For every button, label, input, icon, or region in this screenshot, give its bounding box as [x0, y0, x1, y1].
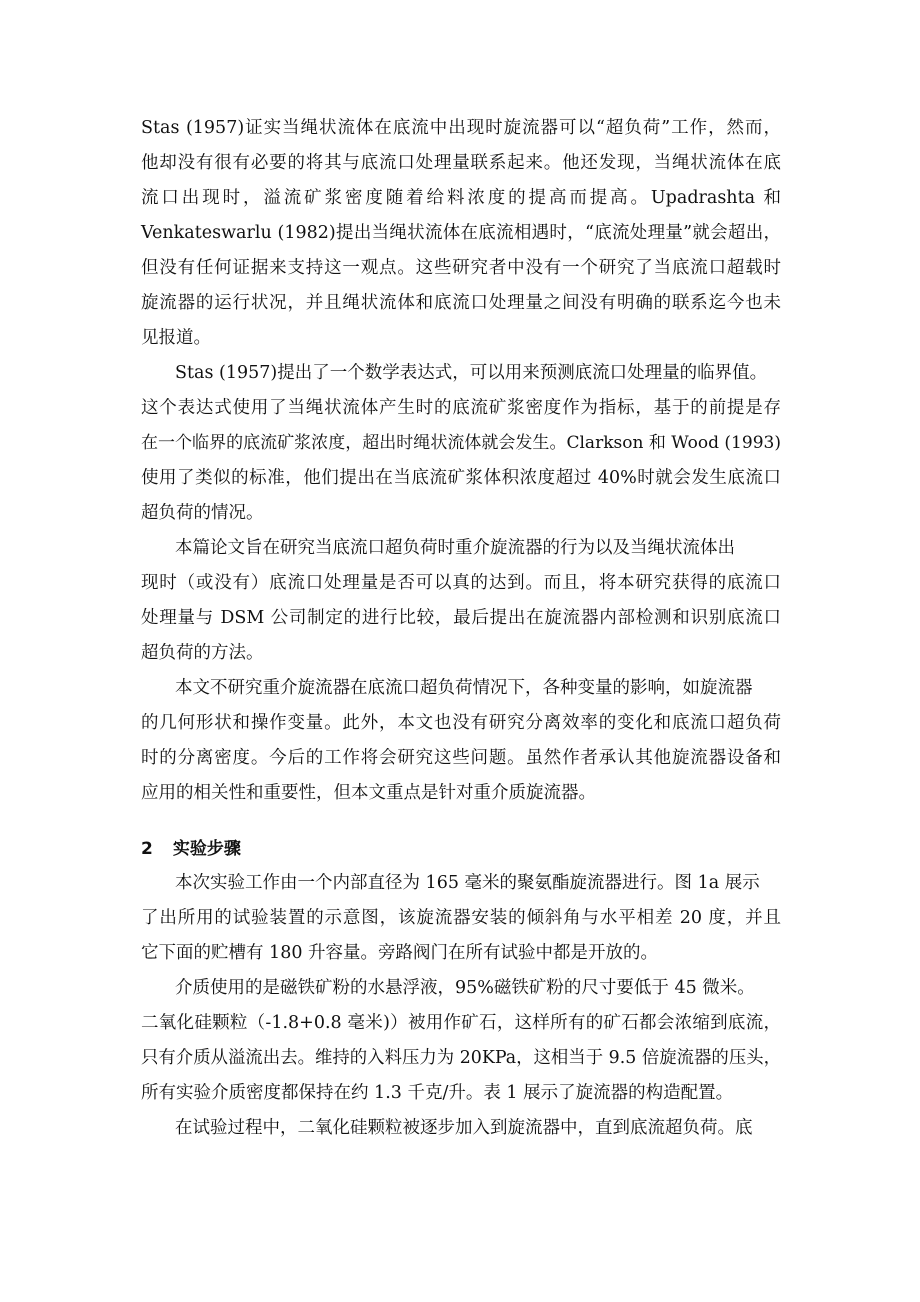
text-line: 时的分离密度。今后的工作将会研究这些问题。虽然作者承认其他旋流器设备和 [141, 748, 781, 768]
text-line: 见报道。 [141, 328, 211, 348]
text-line: Stas (1957)提出了一个数学表达式，可以用来预测底流口处理量的临界值。 [175, 363, 768, 383]
text-line: 它下面的贮槽有 180 升容量。旁路阀门在所有试验中都是开放的。 [141, 943, 659, 963]
text-line: 但没有任何证据来支持这一观点。这些研究者中没有一个研究了当底流口超载时 [141, 258, 781, 278]
text-line: 二氧化硅颗粒（-1.8+0.8 毫米)）被用作矿石，这样所有的矿石都会浓缩到底流， [141, 1013, 781, 1033]
text-line: 超负荷的方法。 [141, 643, 264, 663]
section-title: 实验步骤 [172, 839, 241, 859]
text-line: 在试验过程中，二氧化硅颗粒被逐步加入到旋流器中，直到底流超负荷。底 [175, 1118, 753, 1138]
section-number: 2 [141, 839, 153, 859]
text-line: 本文不研究重介旋流器在底流口超负荷情况下，各种变量的影响，如旋流器 [175, 678, 753, 698]
text-line: 旋流器的运行状况，并且绳状流体和底流口处理量之间没有明确的联系迄今也未 [141, 293, 781, 313]
text-line: 本次实验工作由一个内部直径为 165 毫米的聚氨酯旋流器进行。图 1a 展示 [175, 873, 760, 893]
text-line: 使用了类似的标准，他们提出在当底流矿浆体积浓度超过 40%时就会发生底流口 [141, 468, 781, 488]
text-line: 流口出现时，溢流矿浆密度随着给料浓度的提高而提高。Upadrashta 和 [141, 188, 781, 208]
text-line: 的几何形状和操作变量。此外，本文也没有研究分离效率的变化和底流口超负荷 [141, 713, 781, 733]
text-line: Stas (1957)证实当绳状流体在底流中出现时旋流器可以“超负荷”工作，然而， [141, 118, 781, 138]
text-line: 只有介质从溢流出去。维持的入料压力为 20KPa，这相当于 9.5 倍旋流器的压头， [141, 1048, 781, 1068]
text-line: 在一个临界的底流矿浆浓度，超出时绳状流体就会发生。Clarkson 和 Wood (1993) [141, 433, 781, 453]
text-line: 他却没有很有必要的将其与底流口处理量联系起来。他还发现，当绳状流体在底 [141, 153, 781, 173]
text-line: 本篇论文旨在研究当底流口超负荷时重介旋流器的行为以及当绳状流体出 [175, 538, 735, 558]
text-line: 介质使用的是磁铁矿粉的水悬浮液，95%磁铁矿粉的尺寸要低于 45 微米。 [175, 978, 755, 998]
text-line: 处理量与 DSM 公司制定的进行比较，最后提出在旋流器内部检测和识别底流口 [141, 608, 781, 628]
text-line: 所有实验介质密度都保持在约 1.3 千克/升。表 1 展示了旋流器的构造配置。 [141, 1083, 734, 1103]
text-line: 超负荷的情况。 [141, 503, 264, 523]
text-line: 现时（或没有）底流口处理量是否可以真的达到。而且，将本研究获得的底流口 [141, 573, 781, 593]
text-line: 这个表达式使用了当绳状流体产生时的底流矿浆密度作为指标，基于的前提是存 [141, 398, 781, 418]
section-heading [141, 838, 241, 860]
text-line: 了出所用的试验装置的示意图，该旋流器安装的倾斜角与水平相差 20 度，并且 [141, 908, 781, 928]
text-line: 应用的相关性和重要性，但本文重点是针对重介质旋流器。 [141, 783, 596, 803]
text-line: Venkateswarlu (1982)提出当绳状流体在底流相遇时，“底流处理量”就会超出， [141, 223, 781, 243]
